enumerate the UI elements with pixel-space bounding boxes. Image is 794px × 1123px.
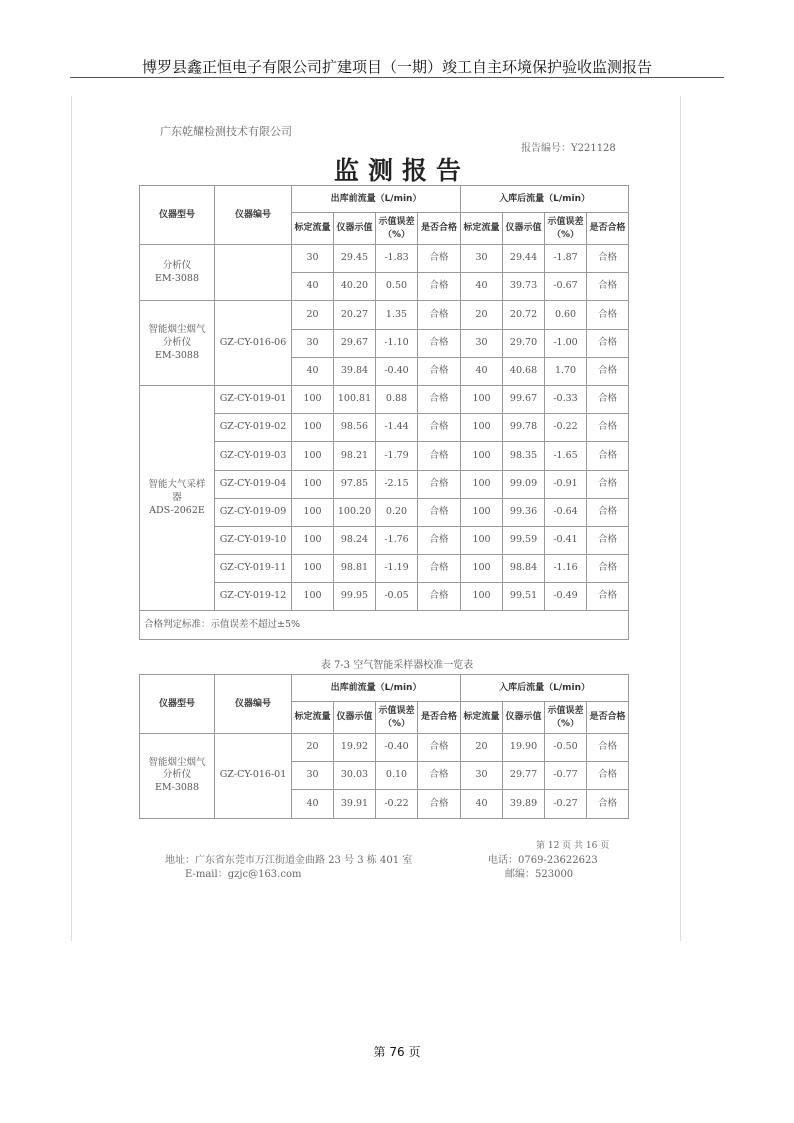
col-disp: 仪器示值: [503, 213, 545, 245]
cell-a-std: 30: [461, 762, 503, 790]
cell-a-ok: 合格: [587, 790, 629, 818]
table-row: [140, 385, 629, 413]
cell-b-std: 30: [292, 762, 334, 790]
cell-a-err: -0.67: [545, 273, 587, 301]
cell-b-disp: 100.20: [334, 498, 376, 526]
cell-a-disp: 99.51: [503, 583, 545, 611]
cell-b-ok: 合格: [418, 414, 461, 442]
header-rule: [70, 77, 724, 78]
cell-b-ok: 合格: [418, 357, 461, 385]
report-number: 报告编号：Y221128: [521, 143, 616, 154]
cell-b-err: -0.40: [376, 357, 418, 385]
cell-a-ok: 合格: [587, 762, 629, 790]
cell-b-disp: 97.85: [334, 470, 376, 498]
cell-b-disp: 29.67: [334, 329, 376, 357]
cell-a-err: 0.60: [545, 301, 587, 329]
cell-b-std: 40: [292, 790, 334, 818]
instrument-serial: GZ-CY-019-11: [215, 555, 292, 583]
col-before: 出库前流量（L/min）: [292, 186, 461, 213]
col-ok: 是否合格: [418, 213, 461, 245]
cell-b-std: 100: [292, 442, 334, 470]
cell-a-disp: 19.90: [503, 734, 545, 762]
cell-b-std: 100: [292, 414, 334, 442]
cell-b-std: 100: [292, 498, 334, 526]
cell-a-std: 40: [461, 273, 503, 301]
cell-a-err: -0.27: [545, 790, 587, 818]
cell-a-err: -1.16: [545, 555, 587, 583]
analyzer-calibration-table: [139, 674, 629, 819]
cell-a-ok: 合格: [587, 442, 629, 470]
cell-b-err: -1.19: [376, 555, 418, 583]
col-err: 示值误差（%）: [545, 213, 587, 245]
instrument-serial: GZ-CY-016-01: [215, 734, 292, 819]
cell-b-disp: 98.21: [334, 442, 376, 470]
cell-b-err: -1.79: [376, 442, 418, 470]
instrument-serial: GZ-CY-019-01: [215, 385, 292, 413]
col-std: 标定流量: [292, 213, 334, 245]
col-std: 标定流量: [292, 702, 334, 734]
cell-b-err: -0.05: [376, 583, 418, 611]
cell-b-disp: 19.92: [334, 734, 376, 762]
instrument-model: 智能烟尘烟气 分析仪 EM-3088: [140, 301, 215, 386]
cell-b-ok: 合格: [418, 583, 461, 611]
cell-b-disp: 99.95: [334, 583, 376, 611]
cell-b-std: 20: [292, 734, 334, 762]
cell-a-std: 20: [461, 734, 503, 762]
col-serial: 仪器编号: [215, 675, 292, 734]
col-disp: 仪器示值: [503, 702, 545, 734]
table-row: [140, 245, 629, 273]
pass-criteria-note: 合格判定标准：示值误差不超过±5%: [140, 611, 629, 640]
cell-b-ok: 合格: [418, 329, 461, 357]
cell-a-err: -0.33: [545, 385, 587, 413]
cell-b-ok: 合格: [418, 442, 461, 470]
cell-a-err: -1.87: [545, 245, 587, 273]
cell-a-err: -0.22: [545, 414, 587, 442]
cell-a-std: 40: [461, 357, 503, 385]
cell-a-std: 100: [461, 498, 503, 526]
cell-a-std: 100: [461, 470, 503, 498]
cell-a-disp: 39.73: [503, 273, 545, 301]
cell-a-disp: 99.67: [503, 385, 545, 413]
cell-b-std: 40: [292, 273, 334, 301]
cell-a-std: 40: [461, 790, 503, 818]
instrument-serial: [215, 245, 292, 301]
cell-b-err: 0.20: [376, 498, 418, 526]
instrument-serial: GZ-CY-019-10: [215, 526, 292, 554]
cell-a-disp: 98.84: [503, 555, 545, 583]
instrument-serial: GZ-CY-019-09: [215, 498, 292, 526]
cell-b-std: 100: [292, 526, 334, 554]
note-row: [140, 611, 629, 640]
col-disp: 仪器示值: [334, 702, 376, 734]
cell-b-err: -1.44: [376, 414, 418, 442]
cell-a-std: 100: [461, 385, 503, 413]
cell-b-ok: 合格: [418, 762, 461, 790]
cell-b-ok: 合格: [418, 273, 461, 301]
col-err: 示值误差（%）: [545, 702, 587, 734]
cell-a-ok: 合格: [587, 245, 629, 273]
col-err: 示值误差（%）: [376, 213, 418, 245]
cell-a-err: -0.64: [545, 498, 587, 526]
email: E-mail：gzjc@163.com: [185, 869, 302, 880]
cell-a-disp: 39.89: [503, 790, 545, 818]
cell-a-std: 100: [461, 526, 503, 554]
col-disp: 仪器示值: [334, 213, 376, 245]
col-ok: 是否合格: [587, 702, 629, 734]
cell-b-err: 1.35: [376, 301, 418, 329]
cell-a-disp: 99.36: [503, 498, 545, 526]
cell-b-ok: 合格: [418, 526, 461, 554]
cell-a-std: 30: [461, 245, 503, 273]
table-row: [140, 301, 629, 329]
page-footer: 第 76 页: [373, 1045, 421, 1059]
col-std: 标定流量: [461, 213, 503, 245]
instrument-serial: GZ-CY-019-04: [215, 470, 292, 498]
flow-calibration-table: [139, 185, 629, 640]
cell-b-disp: 98.56: [334, 414, 376, 442]
report-title: 监测报告: [333, 156, 470, 185]
cell-a-disp: 20.72: [503, 301, 545, 329]
col-after: 入库后流量（L/min）: [461, 186, 629, 213]
cell-b-ok: 合格: [418, 301, 461, 329]
cell-a-err: -1.65: [545, 442, 587, 470]
cell-b-std: 100: [292, 385, 334, 413]
cell-a-ok: 合格: [587, 555, 629, 583]
cell-a-ok: 合格: [587, 301, 629, 329]
cell-b-err: -0.22: [376, 790, 418, 818]
cell-b-disp: 39.84: [334, 357, 376, 385]
col-serial: 仪器编号: [215, 186, 292, 245]
cell-b-disp: 40.20: [334, 273, 376, 301]
cell-b-disp: 98.81: [334, 555, 376, 583]
cell-a-disp: 29.44: [503, 245, 545, 273]
cell-a-std: 100: [461, 414, 503, 442]
cell-b-err: 0.10: [376, 762, 418, 790]
cell-b-err: -1.83: [376, 245, 418, 273]
cell-b-err: 0.88: [376, 385, 418, 413]
cell-b-ok: 合格: [418, 555, 461, 583]
cell-b-std: 30: [292, 329, 334, 357]
cell-a-err: -0.91: [545, 470, 587, 498]
cell-a-err: -0.50: [545, 734, 587, 762]
col-ok: 是否合格: [587, 213, 629, 245]
instrument-serial: GZ-CY-019-02: [215, 414, 292, 442]
cell-b-disp: 39.91: [334, 790, 376, 818]
document-header: 博罗县鑫正恒电子有限公司扩建项目（一期）竣工自主环境保护验收监测报告: [141, 58, 652, 76]
instrument-model: 分析仪 EM-3088: [140, 245, 215, 301]
cell-b-ok: 合格: [418, 385, 461, 413]
cell-b-std: 100: [292, 470, 334, 498]
cell-a-disp: 40.68: [503, 357, 545, 385]
cell-b-disp: 100.81: [334, 385, 376, 413]
cell-a-err: -1.00: [545, 329, 587, 357]
cell-a-std: 100: [461, 583, 503, 611]
cell-a-err: -0.77: [545, 762, 587, 790]
cell-b-disp: 98.24: [334, 526, 376, 554]
cell-a-ok: 合格: [587, 498, 629, 526]
instrument-serial: GZ-CY-016-06: [215, 301, 292, 386]
col-err: 示值误差（%）: [376, 702, 418, 734]
cell-a-std: 100: [461, 555, 503, 583]
page-info: 第 12 页 共 16 页: [536, 841, 610, 851]
col-model: 仪器型号: [140, 675, 215, 734]
cell-a-err: -0.41: [545, 526, 587, 554]
company-name: 广东乾耀检测技术有限公司: [160, 125, 292, 138]
table-caption: 表 7-3 空气智能采样器校准一览表: [320, 660, 474, 671]
col-before: 出库前流量（L/min）: [292, 675, 461, 702]
cell-b-err: -1.76: [376, 526, 418, 554]
instrument-model: 智能烟尘烟气 分析仪 EM-3088: [140, 734, 215, 819]
instrument-model: 智能大气采样 器 ADS-2062E: [140, 385, 215, 611]
cell-b-disp: 29.45: [334, 245, 376, 273]
cell-b-ok: 合格: [418, 470, 461, 498]
cell-a-disp: 99.59: [503, 526, 545, 554]
cell-b-err: -2.15: [376, 470, 418, 498]
cell-a-disp: 29.77: [503, 762, 545, 790]
instrument-serial: GZ-CY-019-03: [215, 442, 292, 470]
col-model: 仪器型号: [140, 186, 215, 245]
cell-a-ok: 合格: [587, 385, 629, 413]
cell-a-disp: 99.78: [503, 414, 545, 442]
cell-a-ok: 合格: [587, 357, 629, 385]
col-std: 标定流量: [461, 702, 503, 734]
address: 地址：广东省东莞市万江街道金曲路 23 号 3 栋 401 室: [165, 855, 413, 866]
col-after: 入库后流量（L/min）: [461, 675, 629, 702]
cell-b-std: 100: [292, 583, 334, 611]
table-row: [140, 734, 629, 762]
col-ok: 是否合格: [418, 702, 461, 734]
instrument-serial: GZ-CY-019-12: [215, 583, 292, 611]
cell-a-err: -0.49: [545, 583, 587, 611]
cell-a-std: 100: [461, 442, 503, 470]
cell-a-ok: 合格: [587, 329, 629, 357]
cell-a-ok: 合格: [587, 470, 629, 498]
cell-a-std: 30: [461, 329, 503, 357]
cell-b-std: 20: [292, 301, 334, 329]
cell-b-ok: 合格: [418, 734, 461, 762]
cell-a-disp: 99.09: [503, 470, 545, 498]
cell-b-ok: 合格: [418, 498, 461, 526]
cell-b-std: 100: [292, 555, 334, 583]
cell-b-ok: 合格: [418, 790, 461, 818]
cell-b-err: -1.10: [376, 329, 418, 357]
telephone: 电话：0769-23622623: [488, 855, 598, 866]
cell-b-disp: 20.27: [334, 301, 376, 329]
cell-a-ok: 合格: [587, 734, 629, 762]
cell-a-ok: 合格: [587, 583, 629, 611]
cell-a-ok: 合格: [587, 526, 629, 554]
cell-b-err: -0.40: [376, 734, 418, 762]
cell-a-ok: 合格: [587, 273, 629, 301]
cell-a-std: 20: [461, 301, 503, 329]
cell-a-disp: 98.35: [503, 442, 545, 470]
postcode: 邮编：523000: [505, 869, 574, 880]
cell-a-disp: 29.70: [503, 329, 545, 357]
cell-a-err: 1.70: [545, 357, 587, 385]
cell-b-std: 40: [292, 357, 334, 385]
cell-b-ok: 合格: [418, 245, 461, 273]
cell-b-std: 30: [292, 245, 334, 273]
cell-b-err: 0.50: [376, 273, 418, 301]
cell-b-disp: 30.03: [334, 762, 376, 790]
cell-a-ok: 合格: [587, 414, 629, 442]
